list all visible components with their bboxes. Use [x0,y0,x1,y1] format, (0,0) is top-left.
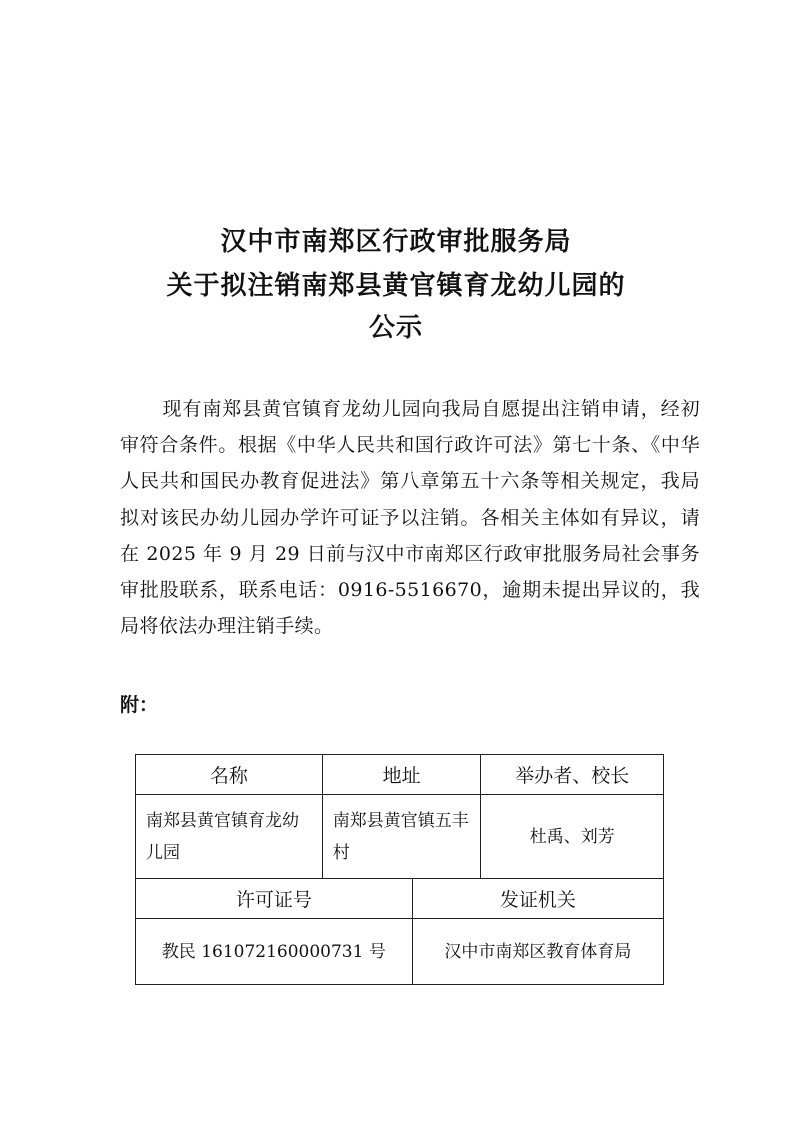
kindergarten-info-table [135,754,664,985]
document-title-line-2: 关于拟注销南郑县黄官镇育龙幼儿园的 [166,271,626,301]
table-header-row [136,755,664,795]
header-issuer-cell: 发证机关 [412,879,663,919]
issuing-authority-cell: 汉中市南郑区教育体育局 [412,919,663,985]
table-header-row-2 [136,879,664,919]
header-organizer-cell: 举办者、校长 [481,755,664,795]
kindergarten-address-cell: 南郑县黄官镇五丰村 [322,795,481,879]
license-number-cell: 教民 161072160000731 号 [136,919,413,985]
notice-body-paragraph [120,391,700,644]
table-row [136,795,664,879]
kindergarten-name-cell: 南郑县黄官镇育龙幼儿园 [136,795,323,879]
attachment-label: 附： [120,694,159,716]
document-title-line-3: 公示 [368,313,423,343]
header-name-cell: 名称 [136,755,323,795]
header-license-cell: 许可证号 [136,879,413,919]
notice-body-text: 现有南郑县黄官镇育龙幼儿园向我局自愿提出注销申请，经初审符合条件。根据《中华人民共和国行政许可法》第七十条、《中华人民共和国民办教育促进法》第八章第五十六条等相关规定，我局拟对该民办幼儿园办学许可证予以注销。各相关主体如有异议，请在 2025 年 9 月 29 日前与汉中市南郑区行政审批服务局社会事务审批股联系，联系电话：0916-5516670，逾期未提出异议的，我局将依法办理注销手续。 [120,398,700,638]
document-title-line-1: 汉中市南郑区行政审批服务局 [220,227,572,257]
kindergarten-organizer-cell: 杜禹、刘芳 [481,795,664,879]
header-address-cell: 地址 [322,755,481,795]
table-row [136,919,664,985]
